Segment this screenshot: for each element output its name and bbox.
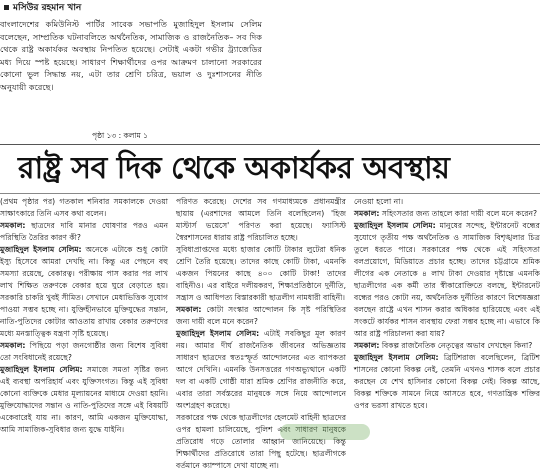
question-label: সমকাল: (354, 209, 380, 218)
question-label: সমকাল: (176, 305, 202, 314)
lead-text: গতকাল শনিবার সমকালকে দেওয়া সাক্ষাৎকারে তিনি এসব কথা বলেন। (0, 197, 168, 218)
question-text: পিছিয়ে পড়া জনগোষ্ঠীর জন্য বিশেষ সুবিধা তো সংবিধানেই রয়েছে? (0, 341, 168, 362)
answer-text: ব্রিটিশরাজ বলেছিলেন, ব্রিটিশ শাসনের কোনো বিকল্প নেই, তেমনি এখনও শাসক বলে প্রচার করছেন যে শেখ হাসিনার কোনো বিকল্প নেই। বিকল্প আছে, বিকল্প শক্তিকে সামনে নিয়ে আসতে হবে, গণতান্ত্রিক শক্তির ওপর ভরসা রাখতে হবে। (354, 353, 540, 410)
paragraph: পরিণত করেছে। দেশের সব গণমাধ্যমকে প্রধানমন্ত্রীর ছায়ায় (এরশাদের আমলে তিনি বলেছিলেন) 'হিজ মাস্টার্স ভয়েসে' পরিণত করা হয়েছে। ফ্যাসিস্ট স্বৈরশাসনের ধারায় রাষ্ট্র পরিচালিত হচ্ছে। (176, 197, 346, 242)
question-label: সমকাল: (0, 341, 26, 350)
answer-label: মুজাহিদুল ইসলাম সেলিম: (354, 353, 439, 362)
watermark-smudge (280, 424, 370, 440)
paragraph: সরকারের পক্ষ থেকে ছাত্রলীগের হেলমেট বাহিনী ছাত্রদের ওপর হামলা চালিয়েছে, পুলিশ এবং সাধারণ মানুষকে প্রতিরোধ গড়ে তোলার আহ্বান জানিয়েছে। কিন্তু শিক্ষার্থীদের প্রতিরোধে তারা পিছু হটেছে। ছাত্রলীগকে বর্তমানে ক্যাম্পাসে দেখা যাচ্ছে না। (176, 413, 346, 470)
paragraph: সুবিধাপ্রাপ্তদের মধ্যে হাজার কোটি টাকার লুটেরা ধনিক শ্রেণি তৈরি হয়েছে। তাদের কাছে কোটি টাকা, এমনকি একজন পিয়নের কাছে ৪০০ কোটি টাকা! তাদের বাহিনীও। এর বাইরে দলীয়করণ, শিক্ষাপ্রতিষ্ঠানে দুর্নীতি, সন্ত্রাস ও আধিপত্য বিস্তারকারী ছাত্রলীগ নামধারী বাহিনী। (176, 245, 346, 302)
author-name: মসিউর রহমান খান (13, 2, 82, 13)
question-text: কোটা সংস্কার আন্দোলন কি সৃষ্ট পরিস্থিতির জন্য দায়ী বলে মনে করেন? (176, 305, 346, 326)
question-text: সহিংসতার জন্য তাহলে কারা দায়ী বলে মনে করেন? (381, 209, 538, 218)
answer-label: মুজাহিদুল ইসলাম সেলিম: (0, 365, 83, 374)
answer-label: মুজাহিদুল ইসলাম সেলিম: (176, 329, 260, 338)
question-label: সমকাল: (354, 341, 380, 350)
answer-text: সমাজে সমতা সৃষ্টির জন্য এই ব্যবস্থা অপরিহার্য এবং যুক্তিসংগত। কিন্তু এই সুবিধা কোনো ব্যক্তিকে মেধার মূল্যায়নের মাধ্যমে দেওয়া হয়নি। মুক্তিযোদ্ধাদের সন্তান ও নাতি-পুতিদের সঙ্গে এই বিষয়টি একেবারেই যায় না। কারণ, আমি একজন মুক্তিযোদ্ধা, আমি সামাজিক-সুবিধার জন্য যুদ্ধে যাইনি। (0, 365, 168, 434)
paragraph: নেওয়া হলো না। (354, 197, 404, 206)
article-column-2 (176, 196, 346, 470)
continuation-note: (প্রথম পৃষ্ঠার পর) (0, 197, 56, 206)
article-column-3 (354, 196, 540, 440)
section-divider (0, 144, 540, 145)
question-text: বিকল্প রাজনৈতিক নেতৃত্বের অভাব দেখছেন কিনা? (381, 341, 533, 350)
answer-label: মুজাহিদুল ইসলাম সেলিম: (0, 245, 82, 254)
author-byline (4, 0, 81, 14)
headline-divider (0, 193, 540, 194)
question-text: ছাত্রদের দাবি মানার ঘোষণার পরও এমন পরিস্থিতি তৈরির কারণ কী? (0, 221, 168, 242)
intro-text: বাংলাদেশের কমিউনিস্ট পার্টির সাবেক সভাপতি মুজাহিদুল ইসলাম সেলিম বলেছেন, সাম্প্রতিক ঘটনাবলিতে অর্থনৈতিক, সামাজিক ও রাজনৈতিক– সব দিক থেকে রাষ্ট্র অকার্যকর অবস্থায় নিপতিত হয়েছে। সেটাই একটা গভীর ট্র্যাজেডির মধ্য দিয়ে স্পষ্ট হয়েছে। সাধারণ শিক্ষার্থীদের ওপর আক্রমণ চালানো সরকারের কোনো ভুল সিদ্ধান্ত নয়, এটা তার শ্রেণি চরিত্র, ভয়াল ও দুঃশাসনের নীতি অনুযায়ী করেছে। (0, 19, 262, 92)
answer-text: মানুষের সন্দেহ, ইন্টারনেট বন্ধের সুযোগে তৃতীয় পক্ষ অর্থনৈতিক ও সামাজিক বিশৃঙ্খলার চিত্র তুলে ধরতে পারে। সরকারের পক্ষ থেকে এই সহিংসতা বলপ্রয়োগে, মিডিয়াতে প্রচার হচ্ছে। তাদের চট্টগ্রামে শ্রমিক লীগের এক নেতাকে ৪ লাখ টাকা দেওয়ার দৃষ্টান্তে এমনকি ছাত্রলীগের এক কর্মী তার স্বীকারোক্তিতে বলছে, ইন্টারনেট বন্ধের পরও কোটা নয়, অর্থনৈতিক দুর্নীতির কারণে বিশেষজ্ঞরা বলছেন রাষ্ট্রে এখন শাসন করার অধিকার হারিয়েছে এবং এই সংকটে কার্যকর শাসন ব্যবস্থায় ফেরা সম্ভব হচ্ছে না। এভাবে কি আর রাষ্ট্র পরিচালনা করা যায়? (354, 221, 540, 338)
answer-text: অনেকে এটাকে শুধু কোটা ইস্যু হিসেবে আমরা দেখছি না। কিন্তু এর পেছনে বহু সমস্যা রয়েছে, বেকারত্ব। পরীক্ষায় পাস করার পর লাখ লাখ শিক্ষিত তরুণকে বেকার হয়ে ঘুরে বেড়াতে হয়। সরকারি চাকরি খুবই সীমিত। সেখানে মেধাভিত্তিক সুযোগ পাওয়া সম্ভব হচ্ছে না। যুক্তিহীনভাবে মুক্তিযুদ্ধের সন্তান, নাতি-পুতিদের কোটার আওতায় রাখায় বেকার তরুণদের মধ্যে মনস্তাত্ত্বিক যন্ত্রণা সৃষ্টি হয়েছে। (0, 245, 168, 338)
headline: রাষ্ট্র সব দিক থেকে অকার্যকর অবস্থায় (18, 151, 450, 186)
question-label: সমকাল: (0, 221, 26, 230)
answer-label: মুজাহিদুল ইসলাম সেলিম: (354, 221, 436, 230)
intro-paragraph (0, 18, 262, 93)
page-reference: পৃষ্ঠা ১৩ : কলাম ১ (91, 131, 148, 140)
article-column-1 (0, 196, 168, 440)
bullet-square-icon (4, 5, 9, 10)
answer-text: এটাই সবকিছুর মূল কারণ নয়। আমার দীর্ঘ রাজনৈতিক জীবনের অভিজ্ঞতায় সাধারণ ছাত্রদের স্বতঃস্ফূর্ত আন্দোলনের এত ব্যাপকতা আগে দেখিনি। এমনকি উনসত্তরের গণঅভ্যুত্থানে একটি দল বা একটি গোষ্ঠী যারা শ্রমিক শ্রেণির রাজনীতি করে, এবার তারা সর্বস্তরের মানুষকে সঙ্গে নিয়ে আন্দোলনে অংশগ্রহণ করেছে। (176, 329, 346, 410)
